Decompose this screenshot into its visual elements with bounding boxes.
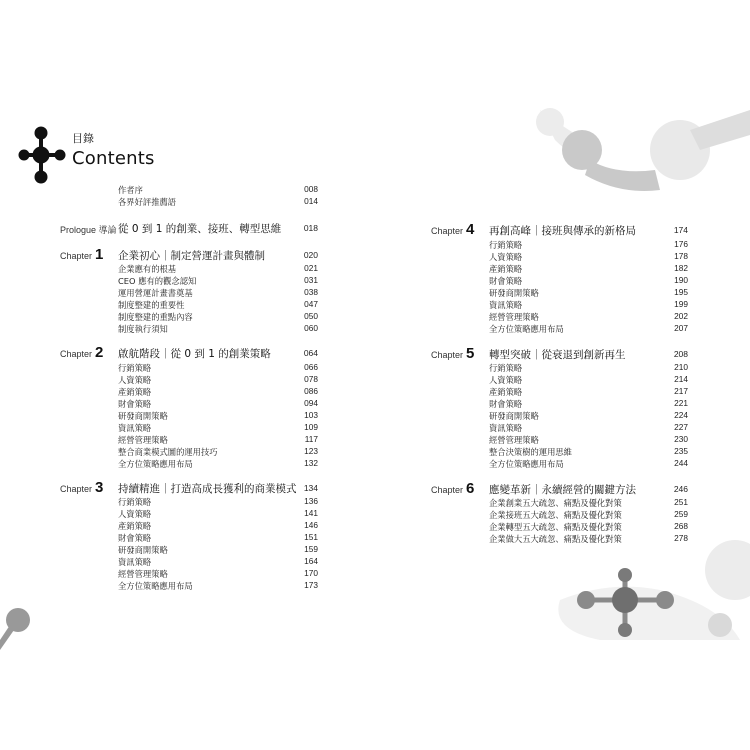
list-item-title: 全方位策略應用布局 xyxy=(118,581,193,591)
list-item-page: 038 xyxy=(304,287,318,297)
chapter-word: Chapter xyxy=(60,251,93,261)
list-item-page: 182 xyxy=(674,263,688,273)
list-item-page: 176 xyxy=(674,239,688,249)
list-item-title: 行銷策略 xyxy=(118,363,152,373)
chapter-2-page: 064 xyxy=(303,348,318,358)
list-item-page: 190 xyxy=(674,275,688,285)
list-item-page: 217 xyxy=(674,386,688,396)
list-item-title: 財會策略 xyxy=(489,276,523,286)
list-item-page: 047 xyxy=(304,299,318,309)
prologue-title: 從 0 到 1 的創業、接班、轉型思維 xyxy=(118,223,282,235)
chapter-6-title[interactable]: 應變革新｜永續經營的關鍵方法 xyxy=(489,484,636,496)
chapter-5-page: 208 xyxy=(673,349,688,359)
list-item-title: 企業創業五大疏忽、痛點及優化對策 xyxy=(489,498,622,508)
chapter-1-title[interactable]: 企業初心｜制定營運計畫與體制 xyxy=(118,250,265,262)
list-item-title: 整合商業模式圖的運用技巧 xyxy=(118,447,218,457)
list-item-title: 全方位策略應用布局 xyxy=(489,459,564,469)
chapter-2-label xyxy=(60,344,103,361)
list-item-page: 230 xyxy=(674,434,688,444)
prologue-page: 018 xyxy=(303,223,318,233)
list-item-title: 行銷策略 xyxy=(118,497,152,507)
list-item-title: 產銷策略 xyxy=(118,521,152,531)
list-item-title: 財會策略 xyxy=(118,399,152,409)
list-item-page: 244 xyxy=(674,458,688,468)
chapter-4-title[interactable]: 再創高峰｜接班與傳承的新格局 xyxy=(489,225,636,237)
chapter-5-label xyxy=(431,345,474,362)
list-item-title: 產銷策略 xyxy=(118,387,152,397)
chapter-2-title[interactable]: 啟航階段｜從 0 到 1 的創業策略 xyxy=(118,348,271,360)
list-item-title: 產銷策略 xyxy=(489,264,523,274)
chapter-3-title[interactable]: 持續精進｜打造高成長獲利的商業模式 xyxy=(118,483,297,495)
list-item-page: 195 xyxy=(674,287,688,297)
list-item-title: 全方位策略應用布局 xyxy=(489,324,564,334)
list-item-title: 人資策略 xyxy=(118,375,152,385)
molecule-top-right xyxy=(536,108,750,191)
list-item-page: 146 xyxy=(304,520,318,530)
list-item-page: 103 xyxy=(304,410,318,420)
list-item-page: 050 xyxy=(304,311,318,321)
list-item-page: 199 xyxy=(674,299,688,309)
chapter-number: 5 xyxy=(466,345,475,362)
list-item-page: 132 xyxy=(304,458,318,468)
list-item-title: 研發商開策略 xyxy=(489,288,539,298)
list-item-page: 094 xyxy=(304,398,318,408)
list-item-title: 資訊策略 xyxy=(489,300,523,310)
list-item-title: 企業應有的根基 xyxy=(118,264,177,274)
list-item-title: 行銷策略 xyxy=(489,240,523,250)
chapter-6-label xyxy=(431,480,474,497)
list-item-title: 制度執行須知 xyxy=(118,324,168,334)
chapter-word: Chapter xyxy=(60,484,93,494)
list-item-title: 資訊策略 xyxy=(489,423,523,433)
list-item-page: 235 xyxy=(674,446,688,456)
list-item-page: 109 xyxy=(304,422,318,432)
toc-header xyxy=(72,130,155,169)
list-item-page: 117 xyxy=(304,434,318,444)
chapter-5-title[interactable]: 轉型突破｜從衰退到創新再生 xyxy=(489,349,626,361)
front-item-recommendations[interactable] xyxy=(118,196,318,208)
list-item-page: 207 xyxy=(674,323,688,333)
list-item-page: 251 xyxy=(674,497,688,507)
list-item-title: 人資策略 xyxy=(118,509,152,519)
list-item-page: 159 xyxy=(304,544,318,554)
list-item-title: 行銷策略 xyxy=(489,363,523,373)
chapter-number: 4 xyxy=(466,221,475,238)
list-item-page: 268 xyxy=(674,521,688,531)
chapter-4-label xyxy=(431,221,474,238)
list-item-page: 173 xyxy=(304,580,318,590)
prologue-label: Prologue 導論 xyxy=(60,225,117,235)
list-item-title: 資訊策略 xyxy=(118,557,152,567)
list-item-title: 各界好評推薦語 xyxy=(118,197,177,207)
list-item-title: 財會策略 xyxy=(489,399,523,409)
list-item-title: 研發商開策略 xyxy=(118,545,168,555)
list-item-page: 151 xyxy=(304,532,318,542)
chapter-number: 1 xyxy=(95,246,104,263)
molecule-bottom-right xyxy=(558,540,750,640)
chapter-1-label xyxy=(60,246,103,263)
list-item-title: 作者序 xyxy=(118,185,143,195)
list-item-page: 170 xyxy=(304,568,318,578)
chapter-number: 6 xyxy=(466,480,475,497)
list-item-page: 060 xyxy=(304,323,318,333)
list-item-page: 202 xyxy=(674,311,688,321)
chapter-4-page: 174 xyxy=(673,225,688,235)
list-item-title: CEO 應有的觀念認知 xyxy=(118,276,197,286)
list-item-page: 066 xyxy=(304,362,318,372)
list-item-page: 031 xyxy=(304,275,318,285)
list-item-page: 221 xyxy=(674,398,688,408)
chapter-3-label xyxy=(60,479,103,496)
front-item-preface[interactable] xyxy=(118,184,318,196)
list-item-title: 人資策略 xyxy=(489,375,523,385)
list-item-page: 008 xyxy=(304,184,318,194)
list-item-page: 123 xyxy=(304,446,318,456)
list-item-page: 141 xyxy=(304,508,318,518)
list-item-page: 178 xyxy=(674,251,688,261)
list-item-title: 企業做大五大疏忽、痛點及優化對策 xyxy=(489,534,622,544)
list-item-title: 經營管理策略 xyxy=(118,569,168,579)
list-item-title: 研發商開策略 xyxy=(489,411,539,421)
molecule-bottom-left xyxy=(0,608,30,650)
list-item-title: 研發商開策略 xyxy=(118,411,168,421)
list-item-title: 全方位策略應用布局 xyxy=(118,459,193,469)
list-item-page: 259 xyxy=(674,509,688,519)
list-item-page: 136 xyxy=(304,496,318,506)
chapter-word: Chapter xyxy=(60,349,93,359)
chapter-number: 3 xyxy=(95,479,104,496)
list-item-page: 278 xyxy=(674,533,688,543)
chapter-word: Chapter xyxy=(431,350,464,360)
list-item-title: 經營管理策略 xyxy=(489,312,539,322)
toc-molecule-icon xyxy=(19,127,65,183)
list-item-page: 214 xyxy=(674,374,688,384)
chapter-word: Chapter xyxy=(431,226,464,236)
list-item-title: 財會策略 xyxy=(118,533,152,543)
chapter-1-page: 020 xyxy=(303,250,318,260)
chapter-number: 2 xyxy=(95,344,104,361)
toc-title-en: Contents xyxy=(72,148,155,169)
list-item-page: 210 xyxy=(674,362,688,372)
list-item-page: 224 xyxy=(674,410,688,420)
list-item-title: 人資策略 xyxy=(489,252,523,262)
list-item-title: 經營管理策略 xyxy=(489,435,539,445)
chapter-3-page: 134 xyxy=(303,483,318,493)
list-item-title: 企業轉型五大疏忽、痛點及優化對策 xyxy=(489,522,622,532)
chapter-word: Chapter xyxy=(431,485,464,495)
list-item-title: 產銷策略 xyxy=(489,387,523,397)
list-item-page: 021 xyxy=(304,263,318,273)
list-item-title: 制度整建的重要性 xyxy=(118,300,185,310)
list-item-page: 164 xyxy=(304,556,318,566)
list-item-title: 資訊策略 xyxy=(118,423,152,433)
list-item-title: 經營管理策略 xyxy=(118,435,168,445)
list-item-page: 078 xyxy=(304,374,318,384)
list-item-title: 整合決策樹的運用思維 xyxy=(489,447,572,457)
list-item-title: 運用營運計畫書奠基 xyxy=(118,288,193,298)
toc-title-zh: 目錄 xyxy=(72,132,94,145)
list-item-page: 014 xyxy=(304,196,318,206)
list-item-title: 企業接班五大疏忽、痛點及優化對策 xyxy=(489,510,622,520)
list-item-page: 086 xyxy=(304,386,318,396)
list-item-title: 制度整建的重點內容 xyxy=(118,312,193,322)
chapter-6-page: 246 xyxy=(673,484,688,494)
list-item-page: 227 xyxy=(674,422,688,432)
